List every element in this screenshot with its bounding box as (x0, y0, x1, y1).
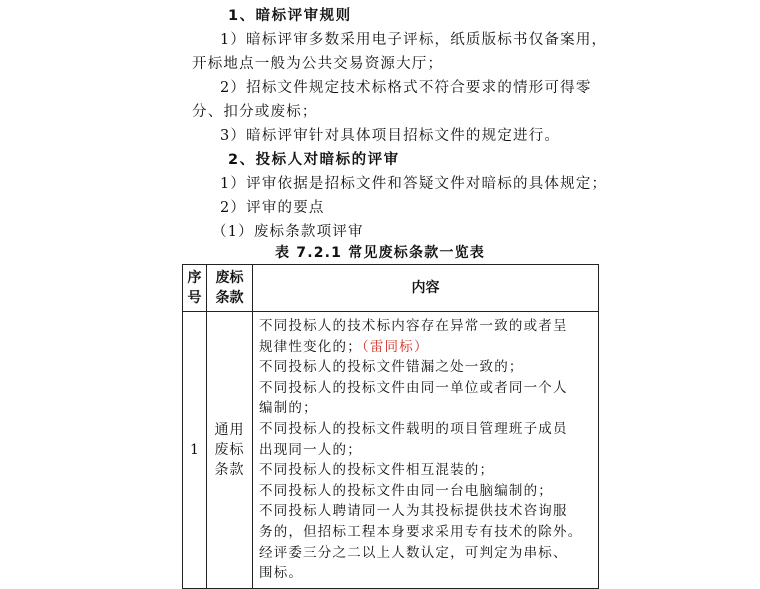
section-heading-2: 2、投标人对暗标的评审 (228, 152, 400, 168)
table-header-row (183, 265, 599, 312)
content-line: 不同投标人的投标文件由同一台电脑编制的； (259, 482, 553, 499)
content-line: 不同投标人的投标文件错漏之处一致的； (259, 359, 524, 376)
section-heading-1: 1、暗标评审规则 (228, 8, 352, 24)
paragraph-6-line-1: （1）废标条款项评审 (212, 224, 364, 240)
header-content: 内容 (253, 265, 599, 312)
table-row (183, 312, 599, 589)
content-line: 出现同一人的； (259, 441, 362, 458)
paragraph-5-line-1: 2）评审的要点 (220, 200, 325, 216)
content-line: 不同投标人的技术标内容存在异常一致的或者呈 (259, 318, 568, 334)
content-line: 编制的； (259, 400, 318, 417)
content-line: 规律性变化的；（雷同标） (259, 338, 429, 355)
waste-clause-table (182, 264, 599, 589)
paragraph-2-line-1: 2）招标文件规定技术标格式不符合要求的情形可得零 (220, 80, 592, 96)
content-line: 务的，但招标工程本身要求采用专有技术的除外。 (259, 523, 583, 540)
paragraph-2-line-2: 分、扣分或废标； (192, 104, 318, 120)
highlight-text: （雷同标） (361, 338, 429, 355)
row-no: 1 (183, 312, 207, 589)
content-line: 不同投标人的投标文件相互混装的； (259, 462, 495, 479)
paragraph-4-line-1: 1）评审依据是招标文件和答疑文件对暗标的具体规定； (220, 176, 608, 192)
paragraph-1-line-2: 开标地点一般为公共交易资源大厅； (192, 56, 444, 72)
table-caption: 表 7.2.1 常见废标条款一览表 (274, 245, 485, 261)
content-line: 不同投标人聘请同一人为其投标提供技术咨询服 (259, 503, 568, 520)
content-line: 不同投标人的投标文件载明的项目管理班子成员 (259, 420, 568, 437)
row-content (253, 312, 599, 589)
content-line: 不同投标人的投标文件由同一单位或者同一个人 (259, 379, 568, 396)
header-no: 序号 (183, 265, 207, 312)
header-category: 废标条款 (207, 265, 253, 312)
paragraph-3-line-1: 3）暗标评审针对具体项目招标文件的规定进行。 (220, 128, 561, 144)
content-line: 围标。 (259, 565, 304, 582)
row-category: 通用废标条款 (207, 312, 253, 589)
paragraph-1-line-1: 1）暗标评审多数采用电子评标，纸质版标书仅备案用， (220, 32, 608, 48)
content-line: 经评委三分之二以上人数认定，可判定为串标、 (259, 544, 568, 561)
